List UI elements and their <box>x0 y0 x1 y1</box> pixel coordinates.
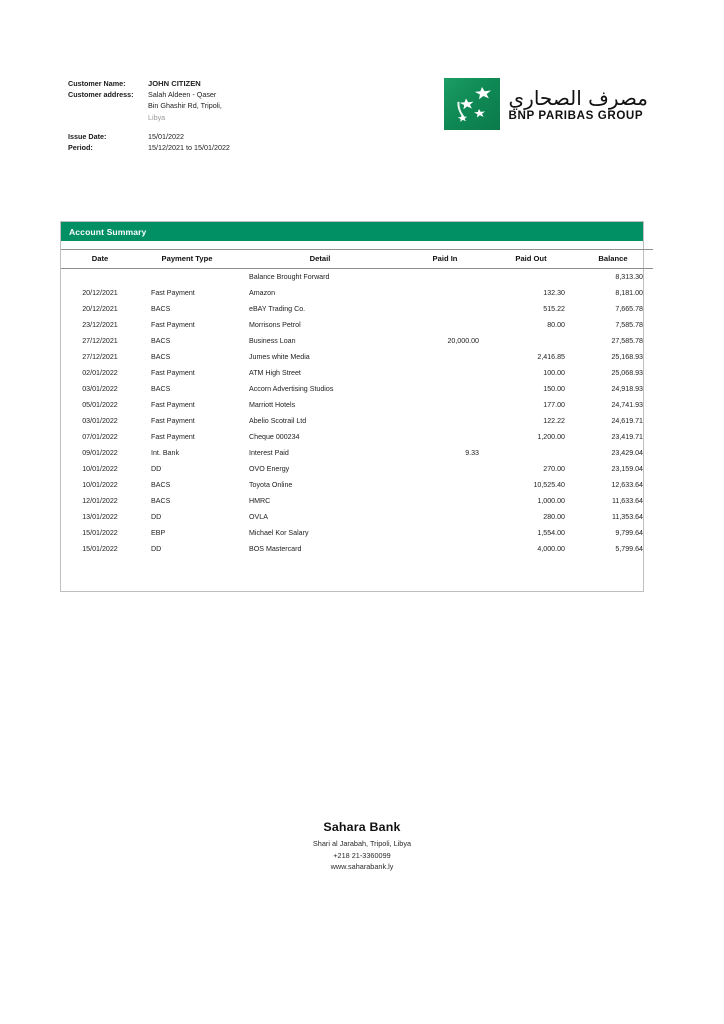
cell-paid-out: 270.00 <box>543 465 565 473</box>
cell-date: 20/12/2021 <box>82 305 118 313</box>
cell-date: 03/01/2022 <box>82 417 118 425</box>
cell-date: 02/01/2022 <box>82 369 118 377</box>
cell-detail: Abelio Scotrail Ltd <box>249 417 307 425</box>
customer-address-row <box>68 89 230 123</box>
cell-paid-out: 10,525.40 <box>533 481 565 489</box>
cell-balance: 24,741.93 <box>611 401 643 409</box>
cell-payment-type: Fast Payment <box>151 401 195 409</box>
cell-date: 13/01/2022 <box>82 513 118 521</box>
customer-name-value: JOHN CITIZEN <box>148 79 201 88</box>
cell-paid-in <box>405 381 491 397</box>
cell-paid-in <box>405 541 491 557</box>
cell-date: 12/01/2022 <box>82 497 118 505</box>
customer-address-label: Customer address: <box>68 90 134 100</box>
period-row <box>68 142 230 153</box>
cell-paid-out: 100.00 <box>543 369 565 377</box>
period-label: Period: <box>68 143 93 153</box>
address-line-3: Libya <box>148 112 166 122</box>
cell-paid-out: 1,554.00 <box>537 529 565 537</box>
cell-detail: Michael Kor Salary <box>249 529 309 537</box>
footer-phone: +218 21-3360099 <box>333 850 391 860</box>
table-row <box>61 269 653 286</box>
cell-detail: Marriott Hotels <box>249 401 296 409</box>
cell-detail: Amazon <box>249 289 276 297</box>
cell-date: 10/01/2022 <box>82 465 118 473</box>
cell-paid-in <box>405 301 491 317</box>
account-summary-title: Account Summary <box>69 226 147 237</box>
cell-balance: 9,799.64 <box>615 529 643 537</box>
cell-paid-in <box>405 397 491 413</box>
cell-balance: 25,068.93 <box>611 369 643 377</box>
cell-paid-in: 9.33 <box>465 449 479 457</box>
account-summary-header-band <box>61 222 643 241</box>
cell-date: 20/12/2021 <box>82 289 118 297</box>
cell-payment-type: Int. Bank <box>151 449 179 457</box>
bank-logo <box>444 78 649 130</box>
cell-date: 10/01/2022 <box>82 481 118 489</box>
header-spacer <box>68 123 230 131</box>
issue-date-label: Issue Date: <box>68 131 107 141</box>
table-row <box>61 541 653 557</box>
table-row <box>61 365 653 381</box>
cell-payment-type: Fast Payment <box>151 289 195 297</box>
cell-paid-in <box>405 461 491 477</box>
cell-detail: OVLA <box>249 513 268 521</box>
table-row <box>61 349 653 365</box>
footer-bank-name: Sahara Bank <box>323 820 401 834</box>
column-header-payment-type: Payment Type <box>139 250 235 269</box>
customer-address-value <box>148 89 222 123</box>
account-summary-table <box>60 221 644 592</box>
cell-paid-in <box>405 317 491 333</box>
cell-date: 05/01/2022 <box>82 401 118 409</box>
cell-payment-type: DD <box>151 545 162 553</box>
cell-paid-out: 177.00 <box>543 401 565 409</box>
customer-details <box>68 76 230 153</box>
cell-balance: 7,585.78 <box>615 321 643 329</box>
table-row <box>61 477 653 493</box>
cell-balance: 25,168.93 <box>611 353 643 361</box>
cell-payment-type: BACS <box>151 337 171 345</box>
table-body <box>61 269 653 558</box>
column-header-detail: Detail <box>235 250 405 269</box>
cell-paid-out: 80.00 <box>547 321 565 329</box>
table-row <box>61 285 653 301</box>
cell-paid-out: 132.30 <box>543 289 565 297</box>
table-row <box>61 429 653 445</box>
cell-detail: BOS Mastercard <box>249 545 302 553</box>
logo-text-block <box>509 86 649 122</box>
address-line-1: Salah Aldeen - Qaser <box>148 90 217 100</box>
cell-paid-in <box>405 525 491 541</box>
band-spacer <box>61 241 643 249</box>
cell-paid-out: 515.22 <box>543 305 565 313</box>
bnp-paribas-star-logo-icon <box>444 78 500 130</box>
column-header-paid-in: Paid In <box>405 250 491 269</box>
cell-date: 03/01/2022 <box>82 385 118 393</box>
cell-detail: Business Loan <box>249 337 296 345</box>
cell-balance: 23,159.04 <box>611 465 643 473</box>
cell-paid-out: 280.00 <box>543 513 565 521</box>
footer-website: www.saharabank.ly <box>330 862 394 871</box>
bnp-paribas-group-label: BNP PARIBAS GROUP <box>508 109 644 122</box>
statement-footer <box>0 820 724 873</box>
cell-balance: 5,799.64 <box>615 545 643 553</box>
column-header-balance: Balance <box>577 250 653 269</box>
customer-name-label: Customer Name: <box>68 79 126 88</box>
statement-header <box>68 76 648 153</box>
cell-paid-in <box>405 493 491 509</box>
table-row <box>61 301 653 317</box>
cell-detail: Jumes white Media <box>249 353 310 361</box>
cell-payment-type: Fast Payment <box>151 433 195 441</box>
table-row <box>61 509 653 525</box>
transactions-table <box>61 249 653 557</box>
table-bottom-padding <box>61 557 643 591</box>
cell-balance: 24,619.71 <box>611 417 643 425</box>
cell-detail: Balance Brought Forward <box>249 273 330 281</box>
cell-balance: 27,585.78 <box>611 337 643 345</box>
cell-balance: 23,419.71 <box>611 433 643 441</box>
cell-detail: Toyota Online <box>249 481 293 489</box>
cell-balance: 23,429.04 <box>611 449 643 457</box>
cell-paid-out <box>491 333 577 349</box>
bank-name-arabic: مصرف الصحاري <box>508 86 648 110</box>
table-row <box>61 461 653 477</box>
cell-date: 27/12/2021 <box>82 353 118 361</box>
column-header-date: Date <box>61 250 139 269</box>
issue-date-value: 15/01/2022 <box>148 131 184 141</box>
cell-paid-out: 1,000.00 <box>537 497 565 505</box>
cell-payment-type: BACS <box>151 305 171 313</box>
cell-payment-type: EBP <box>151 529 166 537</box>
issue-date-row <box>68 131 230 142</box>
cell-paid-in <box>405 269 491 286</box>
table-row <box>61 333 653 349</box>
cell-paid-out: 150.00 <box>543 385 565 393</box>
cell-paid-in <box>405 477 491 493</box>
cell-balance: 8,313.30 <box>615 273 643 281</box>
cell-date: 07/01/2022 <box>82 433 118 441</box>
cell-paid-out: 4,000.00 <box>537 545 565 553</box>
cell-detail: Accorn Advertising Studios <box>249 385 334 393</box>
table-row <box>61 493 653 509</box>
cell-balance: 7,665.78 <box>615 305 643 313</box>
cell-date: 15/01/2022 <box>82 545 118 553</box>
table-row <box>61 525 653 541</box>
cell-paid-out: 1,200.00 <box>537 433 565 441</box>
footer-address: Shari al Jarabah, Tripoli, Libya <box>312 839 412 848</box>
cell-date: 27/12/2021 <box>82 337 118 345</box>
cell-balance: 11,353.64 <box>611 513 643 521</box>
cell-date: 15/01/2022 <box>82 529 118 537</box>
cell-balance: 12,633.64 <box>611 481 643 489</box>
cell-payment-type: Fast Payment <box>151 417 195 425</box>
column-header-paid-out: Paid Out <box>491 250 577 269</box>
cell-detail: HMRC <box>249 497 271 505</box>
period-value: 15/12/2021 to 15/01/2022 <box>148 143 230 153</box>
cell-paid-in <box>405 509 491 525</box>
cell-payment-type: Fast Payment <box>151 369 195 377</box>
cell-payment-type: DD <box>151 513 162 521</box>
table-row <box>61 397 653 413</box>
cell-paid-out: 122.22 <box>543 417 565 425</box>
cell-detail: Cheque 000234 <box>249 433 300 441</box>
cell-payment-type: BACS <box>151 497 171 505</box>
cell-detail: eBAY Trading Co. <box>249 305 306 313</box>
cell-detail: Morrisons Petrol <box>249 321 301 329</box>
cell-paid-out: 2,416.85 <box>537 353 565 361</box>
cell-payment-type: Fast Payment <box>151 321 195 329</box>
cell-payment-type: BACS <box>151 385 171 393</box>
customer-name-row <box>68 78 230 89</box>
cell-paid-in <box>405 285 491 301</box>
table-head <box>61 250 653 269</box>
table-row <box>61 317 653 333</box>
table-row <box>61 445 653 461</box>
cell-paid-in <box>405 365 491 381</box>
cell-paid-in: 20,000.00 <box>447 337 479 345</box>
table-header-row <box>61 250 653 269</box>
cell-detail: OVO Energy <box>249 465 290 473</box>
cell-date <box>61 269 139 286</box>
table-row <box>61 381 653 397</box>
cell-paid-out <box>491 269 577 286</box>
cell-payment-type <box>139 269 235 286</box>
cell-date: 09/01/2022 <box>82 449 118 457</box>
cell-payment-type: BACS <box>151 481 171 489</box>
cell-paid-out <box>491 445 577 461</box>
cell-payment-type: BACS <box>151 353 171 361</box>
cell-balance: 11,633.64 <box>611 497 643 505</box>
cell-paid-in <box>405 349 491 365</box>
cell-date: 23/12/2021 <box>82 321 118 329</box>
cell-detail: Interest Paid <box>249 449 289 457</box>
cell-balance: 8,181.00 <box>615 289 643 297</box>
cell-paid-in <box>405 413 491 429</box>
address-line-2: Bin Ghashir Rd, Tripoli, <box>148 101 222 111</box>
table-row <box>61 413 653 429</box>
cell-paid-in <box>405 429 491 445</box>
cell-payment-type: DD <box>151 465 162 473</box>
cell-detail: ATM High Street <box>249 369 301 377</box>
cell-balance: 24,918.93 <box>611 385 643 393</box>
